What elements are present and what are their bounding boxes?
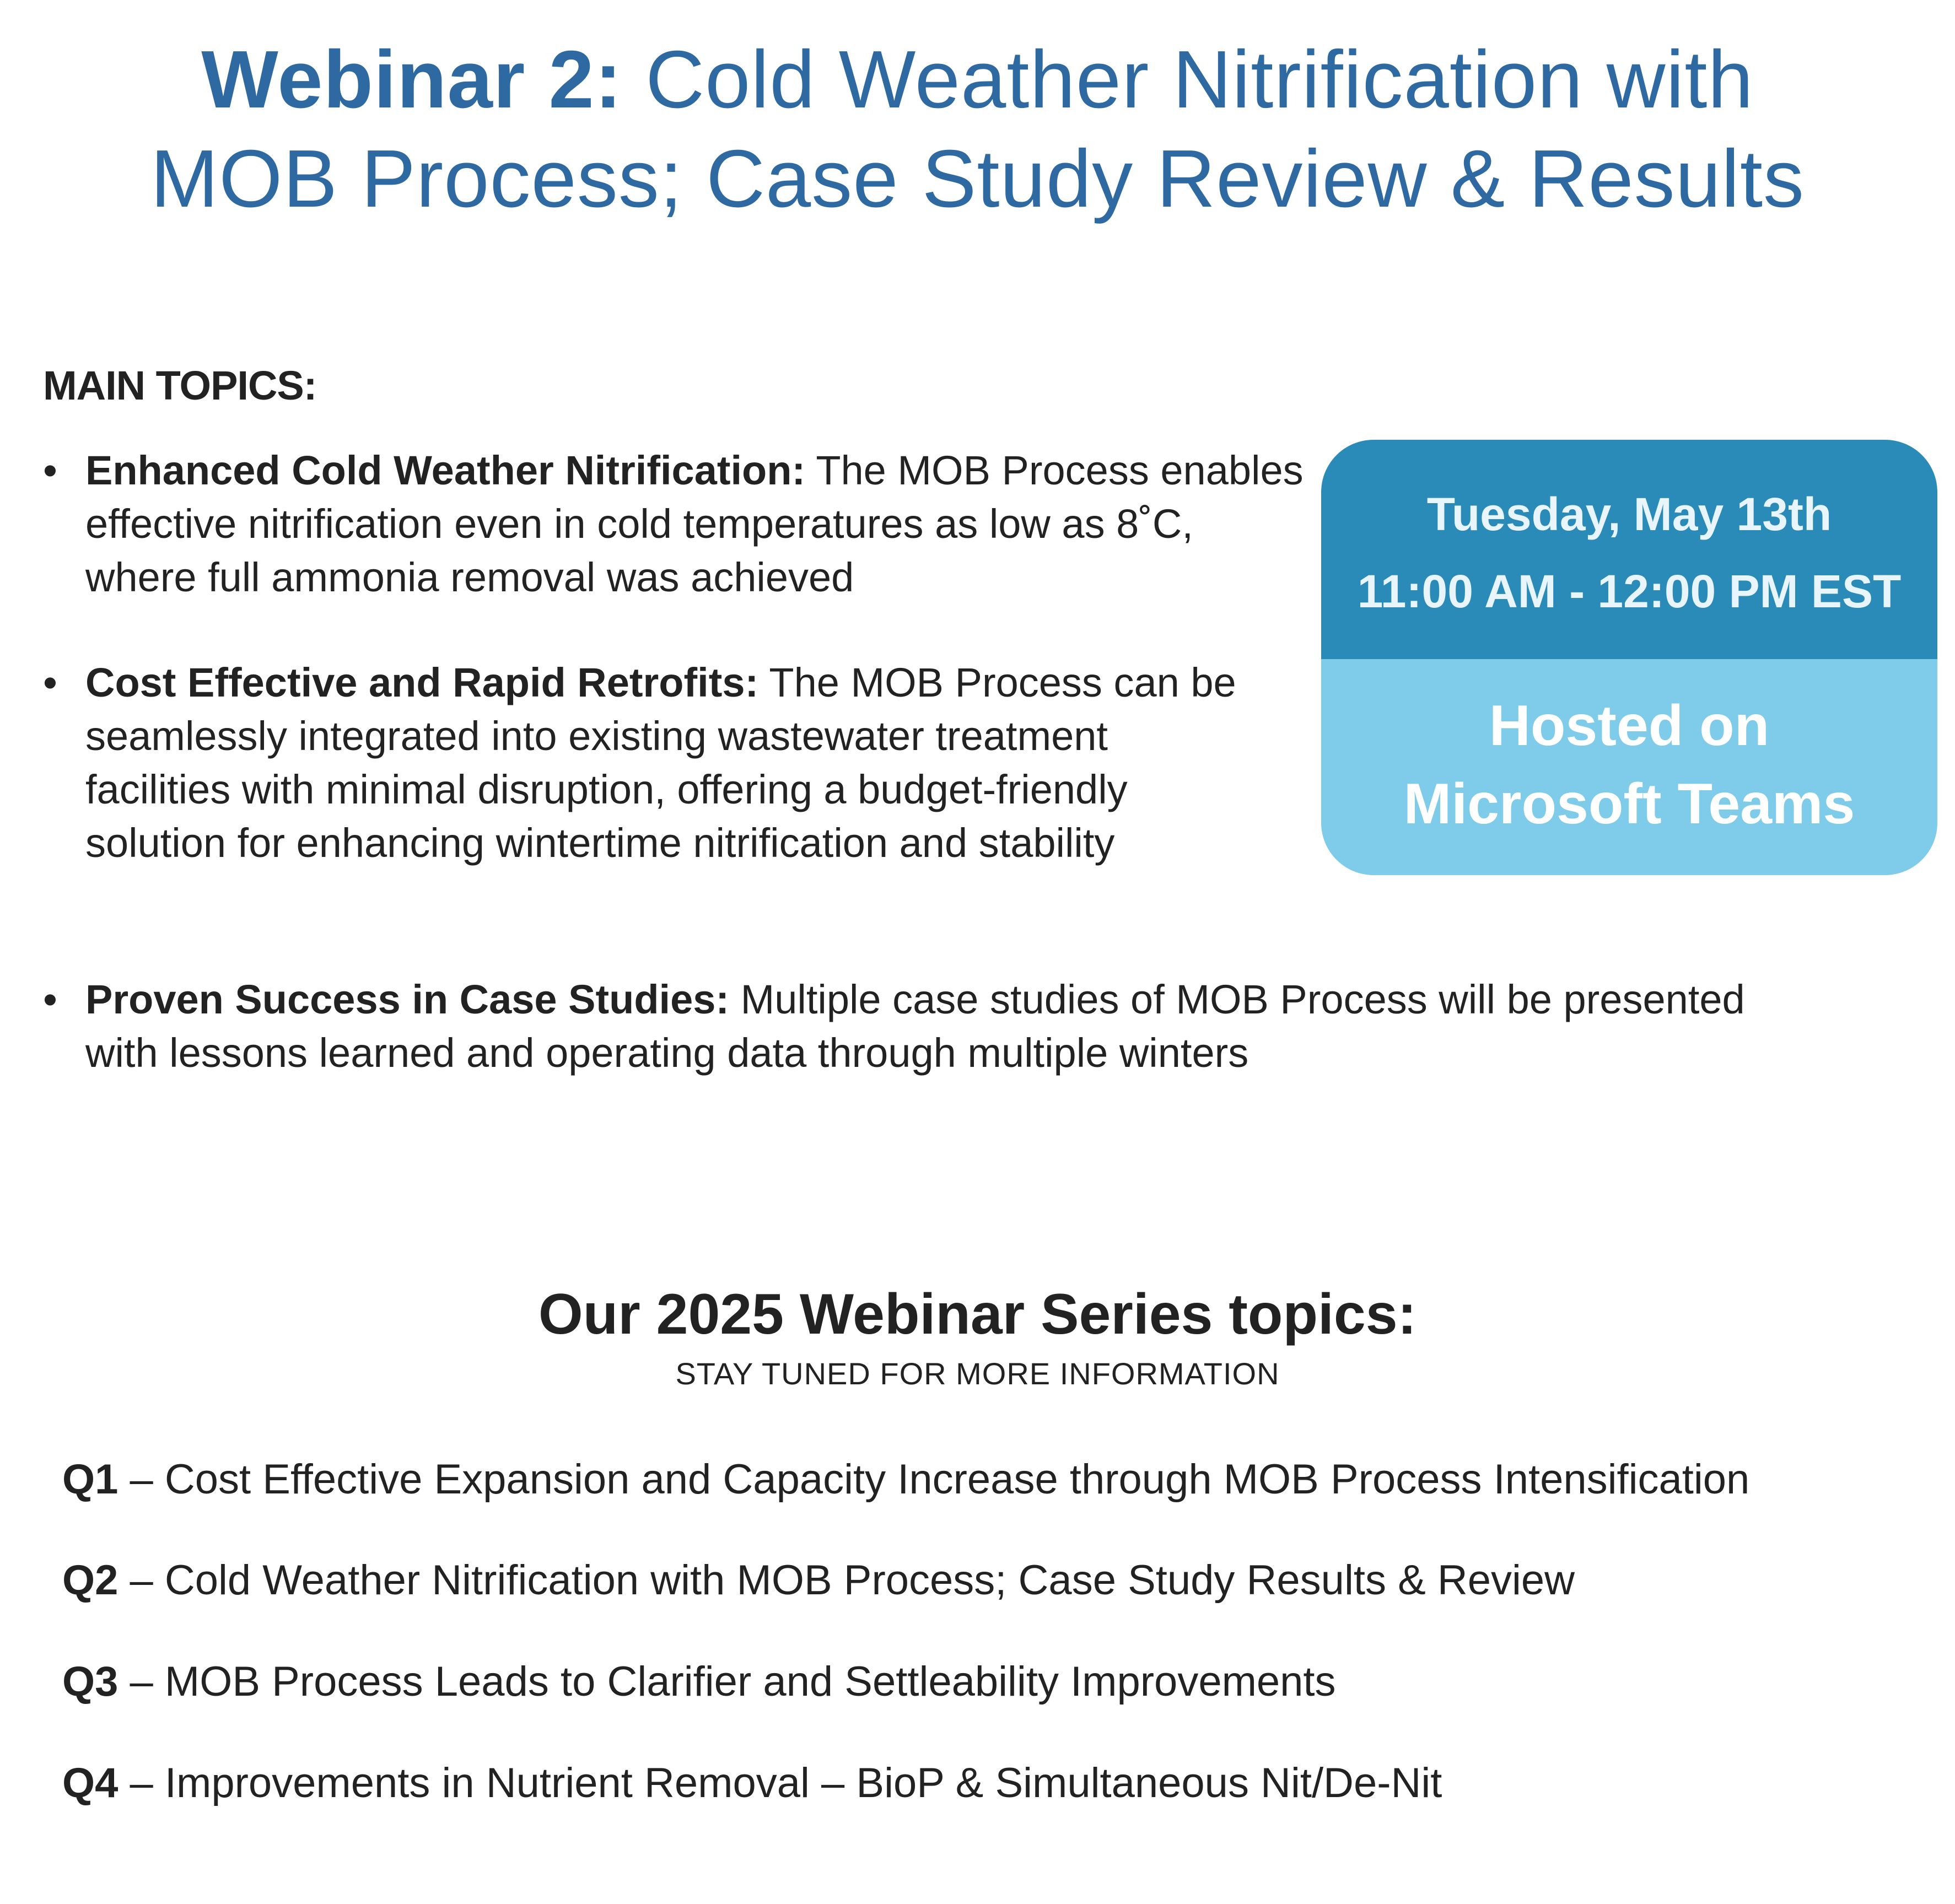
topic-text	[85, 973, 1752, 1080]
event-info-card	[1321, 440, 1937, 875]
title-line-2: MOB Process; Case Study Review & Results	[150, 133, 1805, 224]
event-schedule-panel	[1321, 440, 1937, 659]
topic-item	[43, 656, 1250, 870]
topic-description: The MOB Process can be seamlessly integrated into existing wastewater treatment facilities with minimal disruption, offering a budget-friendly solution for enhancing wintertime nitrification and stability	[85, 660, 1236, 866]
topic-text	[85, 656, 1250, 870]
topic-title: Enhanced Cold Weather Nitrification:	[85, 447, 806, 493]
topic-description: Multiple case studies of MOB Process will be presented with lessons learned and operating data through multiple winters	[85, 977, 1745, 1076]
topic-item	[43, 444, 1305, 604]
title-line-1	[0, 30, 1955, 130]
series-heading: Our 2025 Webinar Series topics:	[538, 1282, 1417, 1346]
quarter-item	[62, 1654, 1336, 1709]
bullet-icon: •	[43, 977, 57, 1022]
title-line-1-text: Cold Weather Nitrification with	[645, 34, 1754, 125]
event-host-panel	[1321, 659, 1937, 875]
series-subheading: STAY TUNED FOR MORE INFORMATION	[675, 1356, 1280, 1391]
topic-title: Cost Effective and Rapid Retrofits:	[85, 660, 759, 705]
topic-item	[43, 973, 1752, 1080]
quarter-label: Q1	[62, 1456, 119, 1503]
quarter-label: Q2	[62, 1557, 119, 1604]
page-title	[0, 30, 1955, 229]
quarter-item	[62, 1452, 1749, 1507]
bullet-icon: •	[43, 660, 57, 705]
quarter-item	[62, 1756, 1442, 1811]
quarter-label: Q3	[62, 1658, 119, 1705]
quarter-topic: – Cost Effective Expansion and Capacity Increase through MOB Process Intensification	[118, 1456, 1750, 1503]
topic-text	[85, 444, 1305, 604]
bullet-icon: •	[43, 447, 57, 493]
event-host-line-2: Microsoft Teams	[1403, 772, 1855, 836]
title-bold-prefix: Webinar 2:	[201, 34, 623, 125]
topic-title: Proven Success in Case Studies:	[85, 977, 730, 1022]
topic-description: The MOB Process enables effective nitrification even in cold temperatures as low as 8˚C, where full ammonia removal was achieved	[85, 447, 1304, 600]
main-topics-heading: MAIN TOPICS:	[43, 363, 317, 408]
quarter-topic: – MOB Process Leads to Clarifier and Settleability Improvements	[118, 1658, 1336, 1705]
event-host-line-1: Hosted on	[1489, 694, 1770, 758]
quarter-item	[62, 1553, 1575, 1608]
event-time: 11:00 AM - 12:00 PM EST	[1357, 565, 1902, 617]
quarter-label: Q4	[62, 1760, 119, 1806]
quarter-topic: – Improvements in Nutrient Removal – BioP & Simultaneous Nit/De-Nit	[118, 1760, 1442, 1806]
quarter-topic: – Cold Weather Nitrification with MOB Process; Case Study Results & Review	[118, 1557, 1575, 1604]
event-date: Tuesday, May 13th	[1426, 488, 1832, 540]
